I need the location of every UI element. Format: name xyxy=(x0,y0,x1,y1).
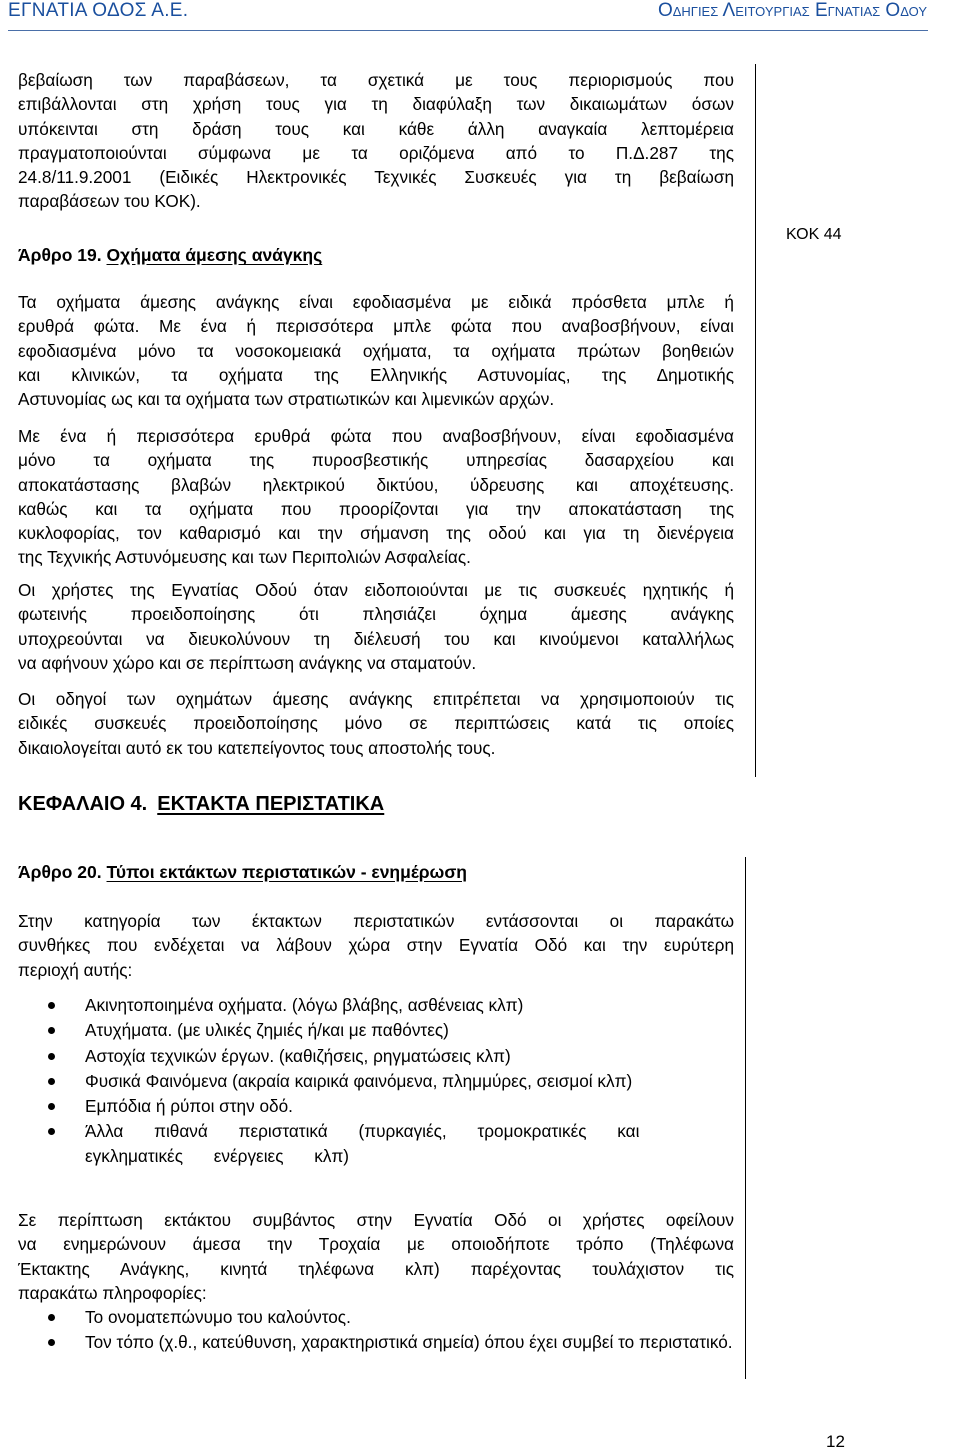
paragraph-line: Αστυνομίας ως και τα οχήματα των στρατιωτικών και λιμενικών αρχών. xyxy=(18,389,555,410)
chapter-4-heading xyxy=(18,793,384,816)
paragraph-line: Σε περίπτωση εκτάκτου συμβάντος στην Εγνατία Οδό οι χρήστες οφείλουν xyxy=(18,1210,734,1230)
paragraph-line: φωτεινής προειδοποίησης ότι πλησιάζει όχημα άμεσης ανάγκης xyxy=(18,604,734,625)
chapter-4-title: ΕΚΤΑΚΤΑ ΠΕΡΙΣΤΑΤΙΚΑ xyxy=(157,793,385,815)
list-item: Αστοχία τεχνικών έργων. (καθιζήσεις, ρηγματώσεις κλπ) xyxy=(48,1044,734,1068)
article-19-title: Οχήματα άμεσης ανάγκης xyxy=(106,245,323,265)
paragraph-line: να ενημερώνουν άμεσα την Τροχαία με οποιοδήποτε τρόπο (Τηλέφωνα xyxy=(18,1234,734,1255)
intro-line: πραγματοποιούνται σύμφωνα με τα οριζόμενα από το Π.Δ.287 της xyxy=(18,142,734,163)
paragraph-line: Έκτακτης Ανάγκης, κινητά τηλέφωνα κλπ) παρέχοντας τουλάχιστον τις xyxy=(18,1258,734,1279)
paragraph-line: ερυθρά φώτα. Με ένα ή περισσότερα μπλε φώτα που αναβοσβήνουν, είναι xyxy=(18,316,734,337)
intro-line: 24.8/11.9.2001 (Ειδικές Ηλεκτρονικές Τεχνικές Συσκευές για τη βεβαίωση xyxy=(18,167,734,188)
article-20-intro xyxy=(18,909,734,982)
side-note-kok: ΚΟΚ 44 xyxy=(786,226,842,243)
article-19-number: Άρθρο 19. xyxy=(18,245,102,265)
paragraph-line: ειδικές συσκευές προειδοποίησης μόνο σε περιπτώσεις κατά τις οποίες xyxy=(18,713,734,734)
caller-info-list xyxy=(48,1305,734,1356)
paragraph-line: Με ένα ή περισσότερα ερυθρά φώτα που αναβοσβήνουν, είναι εφοδιασμένα xyxy=(18,426,734,446)
margin-rule-lower xyxy=(745,857,746,1379)
paragraph-line: Οι οδηγοί των οχημάτων άμεσης ανάγκης επιτρέπεται να χρησιμοποιούν τις xyxy=(18,689,734,709)
paragraph-line: καθώς και τα οχήματα που προορίζονται για την αποκατάσταση της xyxy=(18,498,734,519)
article-20-title: Τύποι εκτάκτων περιστατικών - ενημέρωση xyxy=(106,862,467,882)
article-19-heading xyxy=(18,245,322,266)
article-19-paragraph-2 xyxy=(18,424,734,570)
article-19-paragraph-3 xyxy=(18,578,734,675)
intro-paragraph xyxy=(18,68,734,214)
article-20-number: Άρθρο 20. xyxy=(18,862,102,882)
list-item: Εμπόδια ή ρύποι στην οδό. xyxy=(48,1094,734,1118)
paragraph-line: Οι χρήστες της Εγνατίας Οδού όταν ειδοποιούνται με τις συσκευές ηχητικής ή xyxy=(18,580,734,600)
paragraph-line: Τα οχήματα άμεσης ανάγκης είναι εφοδιασμένα με ειδικά πρόσθετα μπλε ή xyxy=(18,292,734,312)
article-20-outro xyxy=(18,1208,734,1305)
list-item: Ατυχήματα. (με υλικές ζημιές ή/και με παθόντες) xyxy=(48,1018,734,1042)
article-19-paragraph-1 xyxy=(18,290,734,411)
list-item: Φυσικά Φαινόμενα (ακραία καιρικά φαινόμενα, πλημμύρες, σεισμοί κλπ) xyxy=(48,1069,734,1093)
list-item: Άλλα πιθανά περιστατικά (πυρκαγιές, τρομοκρατικές και εγκληματικές ενέργειες κλπ) xyxy=(48,1119,734,1168)
intro-line: υπόκεινται στη δράση τους και κάθε άλλη αναγκαία λεπτομέρεια xyxy=(18,118,734,139)
paragraph-line: εφοδιασμένα μόνο τα νοσοκομειακά οχήματα, τα οχήματα πρώτων βοηθειών xyxy=(18,340,734,361)
intro-line: βεβαίωση των παραβάσεων, τα σχετικά με τους περιορισμούς που xyxy=(18,70,734,90)
article-20-heading xyxy=(18,862,467,883)
page-number: 12 xyxy=(826,1432,845,1451)
paragraph-line: δικαιολογείται αυτό εκ του κατεπείγοντος τους αποστολής τους. xyxy=(18,737,496,758)
article-19-paragraph-4 xyxy=(18,687,734,760)
paragraph-line: μόνο τα οχήματα της πυροσβεστικής υπηρεσίας δασαρχείου και xyxy=(18,450,734,471)
header-divider xyxy=(8,30,928,31)
paragraph-line: συνθήκες που ενδέχεται να λάβουν χώρα στην Εγνατία Οδό και την ευρύτερη xyxy=(18,935,734,956)
chapter-4-number: ΚΕΦΑΛΑΙΟ 4. xyxy=(18,793,148,815)
paragraph-line: της Τεχνικής Αστυνόμευσης και των Περιπολιών Ασφαλείας. xyxy=(18,547,471,568)
paragraph-line: κυκλοφορίας, τον καθαρισμό και την σήμανση της οδού και για τη διενέργεια xyxy=(18,523,734,544)
paragraph-line: υποχρεούνται να διευκολύνουν τη διέλευσή του και κινούμενοι καταλλήλως xyxy=(18,628,734,649)
paragraph-line: παρακάτω πληροφορίες: xyxy=(18,1282,207,1303)
header-company-name: ΕΓΝΑΤΙΑ ΟΔΟΣ Α.Ε. xyxy=(8,0,189,21)
paragraph-line: αποκατάστασης βλαβών ηλεκτρικού δικτύου, ύδρευσης και αποχέτευσης. xyxy=(18,474,734,495)
paragraph-line: και κλινικών, τα οχήματα της Ελληνικής Αστυνομίας, της Δημοτικής xyxy=(18,364,734,385)
incident-types-list xyxy=(48,993,734,1169)
paragraph-line: Στην κατηγορία των έκτακτων περιστατικών εντάσσονται οι παρακάτω xyxy=(18,911,734,931)
paragraph-line: να αφήνουν χώρο και σε περίπτωση ανάγκης να σταματούν. xyxy=(18,652,477,673)
list-item: Τον τόπο (χ.θ., κατεύθυνση, χαρακτηριστικά σημεία) όπου έχει συμβεί το περιστατικό. xyxy=(48,1330,734,1354)
list-item: Ακινητοποιημένα οχήματα. (λόγω βλάβης, ασθένειας κλπ) xyxy=(48,993,734,1017)
intro-line: επιβάλλονται στη χρήση τους για τη διαφύλαξη των δικαιωμάτων όσων xyxy=(18,94,734,115)
margin-rule-upper xyxy=(755,64,756,777)
list-item: Το ονοματεπώνυμο του καλούντος. xyxy=(48,1305,734,1329)
intro-line: παραβάσεων του ΚΟΚ). xyxy=(18,191,201,212)
paragraph-line: περιοχή αυτής: xyxy=(18,959,133,980)
header-document-title: Οδηγιες Λειτουργιας Εγνατιας Οδου xyxy=(657,0,927,21)
